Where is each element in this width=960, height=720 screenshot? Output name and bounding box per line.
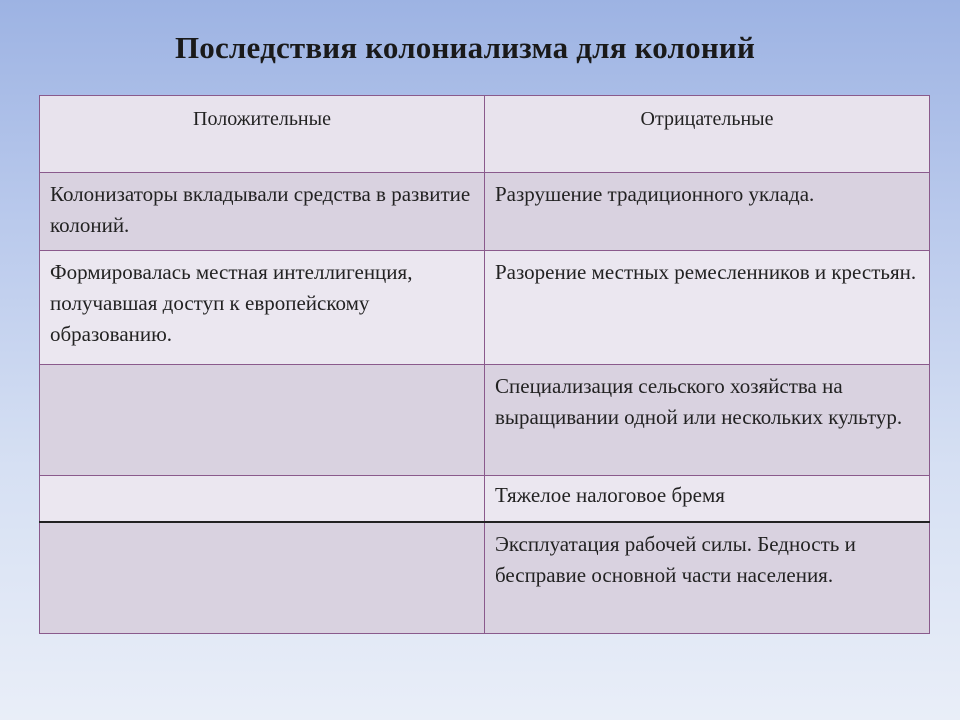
negative-cell: Специализация сельского хозяйства на выращивании одной или нескольких культур. <box>485 365 930 476</box>
negative-cell: Тяжелое налоговое бремя <box>485 476 930 523</box>
positive-cell: Формировалась местная интеллигенция, получавшая доступ к европейскому образованию. <box>40 251 485 365</box>
table-row <box>40 365 930 476</box>
negative-cell: Разорение местных ремесленников и крестьян. <box>485 251 930 365</box>
positive-cell <box>40 365 485 476</box>
table-row <box>40 251 930 365</box>
negative-cell: Разрушение традиционного уклада. <box>485 173 930 251</box>
header-positive: Положительные <box>40 96 485 173</box>
table-header-row <box>40 96 930 173</box>
table-row <box>40 173 930 251</box>
slide-title: Последствия колониализма для колоний <box>174 30 756 65</box>
positive-cell: Колонизаторы вкладывали средства в развитие колоний. <box>40 173 485 251</box>
table-row <box>40 522 930 634</box>
positive-cell <box>40 522 485 634</box>
consequences-table <box>39 95 930 634</box>
positive-cell <box>40 476 485 523</box>
negative-cell: Эксплуатация рабочей силы. Бедность и бесправие основной части населения. <box>485 522 930 634</box>
table-row <box>40 476 930 523</box>
header-negative: Отрицательные <box>485 96 930 173</box>
